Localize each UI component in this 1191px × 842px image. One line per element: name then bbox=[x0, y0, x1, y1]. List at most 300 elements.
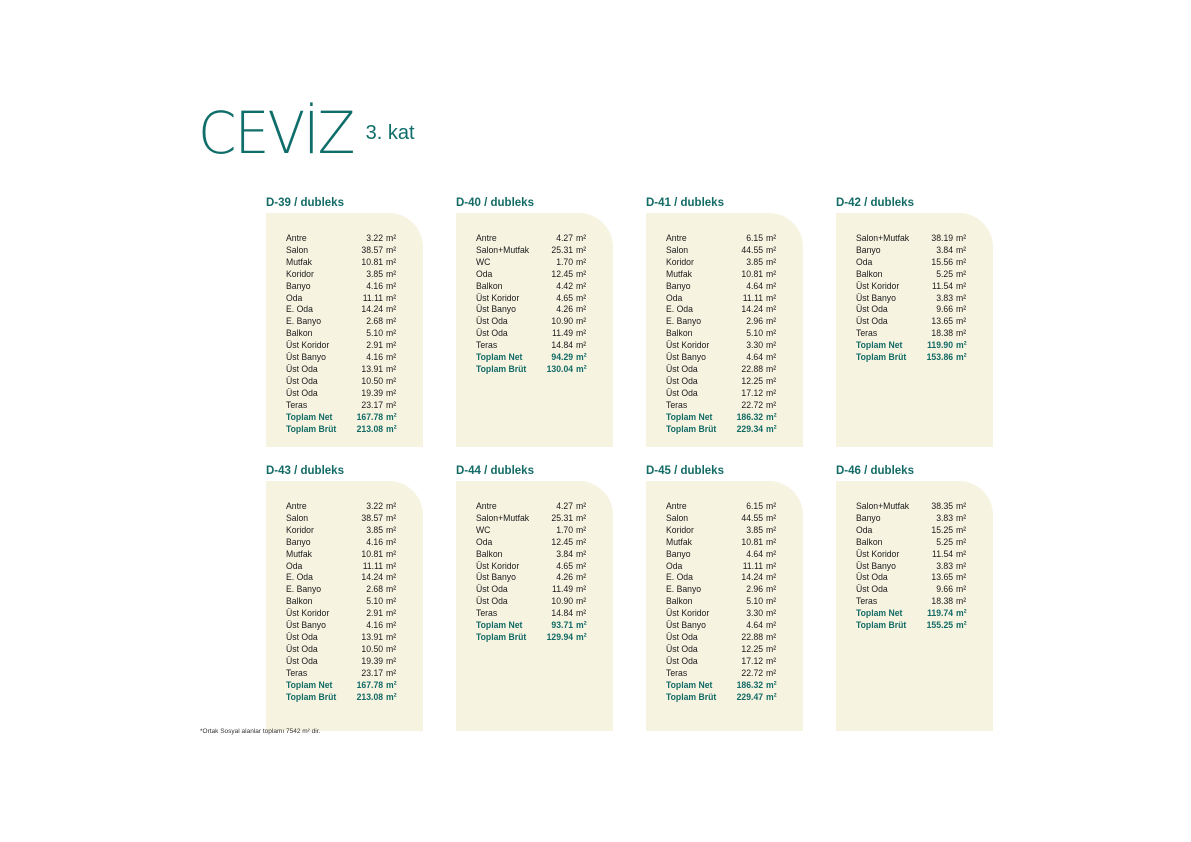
room-name: Üst Oda bbox=[476, 328, 508, 339]
room-area-value: 13.65 bbox=[931, 572, 954, 583]
room-area-value: 11.54 bbox=[932, 280, 954, 291]
total-row bbox=[286, 692, 404, 704]
room-name: Mutfak bbox=[286, 548, 312, 559]
area-unit: m² bbox=[956, 256, 967, 267]
total-row bbox=[666, 412, 784, 424]
area-unit: m² bbox=[766, 524, 777, 535]
room-row bbox=[286, 233, 404, 245]
room-area-value: 6.15 bbox=[746, 501, 764, 511]
room-row bbox=[666, 388, 784, 400]
room-area-value: 44.55 bbox=[741, 512, 764, 523]
area-unit: m² bbox=[956, 584, 967, 595]
room-area-value: 3.83 bbox=[936, 560, 954, 571]
unit-title: D-44 / dubleks bbox=[456, 465, 534, 477]
room-area-value: 14.84 bbox=[551, 340, 574, 351]
room-name: E. Banyo bbox=[286, 584, 322, 595]
total-row bbox=[856, 340, 974, 352]
room-name: Üst Oda bbox=[666, 387, 698, 398]
room-area-table bbox=[666, 233, 784, 435]
room-name: Teras bbox=[286, 399, 308, 410]
room-name: Oda bbox=[666, 292, 683, 303]
room-area-value: 11.11 bbox=[362, 560, 384, 571]
room-row bbox=[856, 328, 974, 340]
room-area-value: 2.68 bbox=[366, 584, 384, 595]
room-area-value: 13.91 bbox=[361, 363, 384, 374]
room-area-value: 4.65 bbox=[556, 292, 574, 303]
area-unit: m² bbox=[386, 536, 397, 547]
area-unit: m² bbox=[576, 584, 587, 595]
room-row bbox=[666, 376, 784, 388]
area-unit: m² bbox=[576, 524, 587, 535]
room-name: Üst Oda bbox=[286, 631, 318, 642]
room-row bbox=[476, 293, 594, 305]
room-row bbox=[476, 525, 594, 537]
room-row bbox=[666, 293, 784, 305]
room-name: Antre bbox=[666, 233, 687, 243]
area-unit: m² bbox=[766, 536, 777, 547]
room-area-value: 3.30 bbox=[746, 608, 764, 619]
room-row bbox=[666, 549, 784, 561]
area-unit: m² bbox=[766, 512, 777, 523]
room-name: Balkon bbox=[856, 268, 883, 279]
room-row bbox=[856, 572, 974, 584]
room-name: Koridor bbox=[286, 268, 314, 279]
room-area-value: 10.50 bbox=[361, 375, 384, 386]
room-row bbox=[476, 233, 594, 245]
total-row bbox=[666, 692, 784, 704]
room-name: Banyo bbox=[856, 512, 881, 523]
room-name: Banyo bbox=[666, 280, 691, 291]
area-unit: m² bbox=[386, 316, 397, 327]
room-row bbox=[856, 549, 974, 561]
room-name: Salon bbox=[286, 244, 309, 255]
area-unit: m² bbox=[576, 512, 587, 523]
room-name: Koridor bbox=[666, 524, 694, 535]
room-area-value: 4.27 bbox=[556, 501, 574, 511]
room-area-value: 4.26 bbox=[556, 304, 574, 315]
area-unit: m² bbox=[766, 560, 777, 571]
room-area-value: 18.38 bbox=[931, 596, 954, 607]
room-area-table bbox=[476, 501, 594, 644]
room-row bbox=[286, 316, 404, 328]
room-name: Mutfak bbox=[666, 536, 692, 547]
area-unit: m² bbox=[386, 256, 397, 267]
total-row bbox=[286, 680, 404, 692]
room-name: Üst Banyo bbox=[476, 304, 516, 315]
room-name: Üst Oda bbox=[856, 572, 888, 583]
area-unit: m² bbox=[956, 501, 967, 511]
area-unit: m² bbox=[576, 501, 587, 511]
room-area-value: 1.70 bbox=[556, 256, 574, 267]
area-unit: m² bbox=[386, 292, 397, 303]
area-unit: m² bbox=[576, 328, 587, 339]
area-unit: m² bbox=[956, 316, 967, 327]
room-area-value: 19.39 bbox=[361, 655, 384, 666]
area-unit: m² bbox=[386, 512, 397, 523]
room-name: Toplam Brüt bbox=[666, 691, 717, 702]
room-name: Antre bbox=[286, 501, 307, 511]
room-name: Üst Koridor bbox=[476, 292, 520, 303]
room-area-value: 186.32 bbox=[736, 411, 764, 422]
room-row bbox=[476, 608, 594, 620]
room-name: Banyo bbox=[666, 548, 691, 559]
area-unit: m² bbox=[386, 268, 397, 279]
room-name: Antre bbox=[476, 501, 497, 511]
room-area-value: 3.85 bbox=[366, 524, 384, 535]
unit-card bbox=[266, 465, 423, 731]
area-unit: m² bbox=[766, 548, 777, 559]
room-name: Toplam Net bbox=[856, 608, 903, 619]
room-area-value: 12.25 bbox=[741, 375, 764, 386]
unit-title: D-42 / dubleks bbox=[836, 197, 914, 209]
area-unit: m² bbox=[576, 631, 587, 642]
area-unit: m² bbox=[766, 292, 777, 303]
area-unit: m² bbox=[766, 268, 777, 279]
room-name: WC bbox=[476, 524, 491, 535]
area-unit: m² bbox=[576, 596, 587, 607]
area-unit: m² bbox=[956, 233, 967, 243]
room-area-value: 18.38 bbox=[931, 328, 954, 339]
room-name: Üst Oda bbox=[476, 596, 508, 607]
room-name: Balkon bbox=[476, 280, 503, 291]
room-area-value: 6.15 bbox=[746, 233, 764, 243]
room-row bbox=[666, 316, 784, 328]
room-row bbox=[286, 656, 404, 668]
room-row bbox=[856, 281, 974, 293]
room-area-value: 3.22 bbox=[366, 233, 384, 243]
room-row bbox=[666, 245, 784, 257]
room-row bbox=[286, 257, 404, 269]
floor-label: 3. kat bbox=[365, 122, 415, 144]
room-area-value: 25.31 bbox=[551, 512, 574, 523]
room-name: Teras bbox=[666, 667, 688, 678]
area-unit: m² bbox=[386, 679, 397, 690]
area-unit: m² bbox=[386, 631, 397, 642]
room-row bbox=[286, 572, 404, 584]
room-area-value: 153.86 bbox=[926, 352, 954, 363]
room-area-value: 10.81 bbox=[361, 256, 384, 267]
room-area-value: 3.30 bbox=[746, 340, 764, 351]
area-unit: m² bbox=[386, 691, 397, 702]
room-row bbox=[856, 293, 974, 305]
room-row bbox=[476, 340, 594, 352]
room-name: Oda bbox=[856, 524, 873, 535]
area-unit: m² bbox=[766, 340, 777, 351]
area-unit: m² bbox=[576, 316, 587, 327]
area-unit: m² bbox=[956, 596, 967, 607]
room-row bbox=[856, 257, 974, 269]
area-unit: m² bbox=[386, 387, 397, 398]
area-unit: m² bbox=[766, 572, 777, 583]
area-unit: m² bbox=[956, 536, 967, 547]
room-area-value: 12.25 bbox=[741, 643, 764, 654]
room-name: Toplam Net bbox=[666, 411, 713, 422]
area-unit: m² bbox=[766, 643, 777, 654]
room-name: Teras bbox=[476, 340, 498, 351]
room-row bbox=[666, 644, 784, 656]
room-row bbox=[666, 233, 784, 245]
area-unit: m² bbox=[386, 244, 397, 255]
area-unit: m² bbox=[766, 655, 777, 666]
area-unit: m² bbox=[386, 584, 397, 595]
room-area-value: 4.16 bbox=[366, 280, 384, 291]
room-name: Üst Oda bbox=[286, 387, 318, 398]
area-unit: m² bbox=[766, 584, 777, 595]
room-area-value: 5.25 bbox=[936, 536, 954, 547]
area-unit: m² bbox=[386, 501, 397, 511]
total-row bbox=[476, 352, 594, 364]
total-row bbox=[476, 364, 594, 376]
room-row bbox=[286, 364, 404, 376]
room-name: Üst Koridor bbox=[286, 340, 330, 351]
unit-title: D-40 / dubleks bbox=[456, 197, 534, 209]
room-area-value: 3.83 bbox=[936, 292, 954, 303]
room-area-value: 44.55 bbox=[741, 244, 764, 255]
room-name: Üst Oda bbox=[286, 363, 318, 374]
room-row bbox=[666, 352, 784, 364]
area-unit: m² bbox=[766, 387, 777, 398]
total-row bbox=[666, 680, 784, 692]
room-name: Üst Banyo bbox=[856, 292, 896, 303]
room-row bbox=[856, 304, 974, 316]
room-name: Üst Banyo bbox=[666, 352, 706, 363]
room-name: Balkon bbox=[286, 328, 313, 339]
room-name: Oda bbox=[286, 560, 303, 571]
room-area-value: 14.24 bbox=[741, 572, 764, 583]
room-area-value: 167.78 bbox=[356, 411, 384, 422]
area-unit: m² bbox=[576, 572, 587, 583]
room-area-value: 14.24 bbox=[741, 304, 764, 315]
area-unit: m² bbox=[956, 620, 967, 631]
area-unit: m² bbox=[576, 548, 587, 559]
area-unit: m² bbox=[956, 280, 967, 291]
room-name: E. Banyo bbox=[666, 316, 702, 327]
room-area-value: 11.54 bbox=[932, 548, 954, 559]
room-area-value: 11.11 bbox=[742, 560, 764, 571]
room-name: Oda bbox=[476, 268, 493, 279]
room-row bbox=[666, 281, 784, 293]
room-name: Üst Oda bbox=[856, 316, 888, 327]
area-unit: m² bbox=[766, 363, 777, 374]
room-row bbox=[476, 501, 594, 513]
room-row bbox=[666, 596, 784, 608]
room-area-value: 5.25 bbox=[936, 268, 954, 279]
area-unit: m² bbox=[386, 667, 397, 678]
room-row bbox=[286, 537, 404, 549]
room-row bbox=[856, 316, 974, 328]
room-row bbox=[476, 257, 594, 269]
unit-card bbox=[646, 465, 803, 731]
area-unit: m² bbox=[766, 596, 777, 607]
room-row bbox=[286, 620, 404, 632]
room-name: Üst Oda bbox=[856, 304, 888, 315]
unit-title: D-45 / dubleks bbox=[646, 465, 724, 477]
unit-area-panel bbox=[646, 213, 803, 447]
room-area-value: 3.84 bbox=[936, 244, 954, 255]
room-name: Üst Oda bbox=[286, 375, 318, 386]
room-area-value: 4.42 bbox=[556, 280, 574, 291]
room-row bbox=[286, 561, 404, 573]
room-area-value: 213.08 bbox=[356, 423, 384, 434]
room-row bbox=[476, 572, 594, 584]
area-unit: m² bbox=[766, 256, 777, 267]
room-row bbox=[286, 668, 404, 680]
room-row bbox=[666, 525, 784, 537]
page-title: CEVİZ bbox=[198, 99, 354, 167]
room-row bbox=[286, 352, 404, 364]
room-name: Antre bbox=[666, 501, 687, 511]
room-area-value: 3.85 bbox=[366, 268, 384, 279]
room-row bbox=[286, 596, 404, 608]
room-row bbox=[476, 537, 594, 549]
room-area-table bbox=[286, 501, 404, 703]
room-area-value: 229.34 bbox=[736, 423, 764, 434]
room-name: E. Oda bbox=[286, 572, 313, 583]
room-row bbox=[286, 644, 404, 656]
room-row bbox=[286, 281, 404, 293]
area-unit: m² bbox=[576, 244, 587, 255]
area-unit: m² bbox=[956, 608, 967, 619]
area-unit: m² bbox=[576, 608, 587, 619]
room-area-value: 2.96 bbox=[746, 316, 764, 327]
total-row bbox=[286, 412, 404, 424]
room-area-value: 3.85 bbox=[746, 256, 764, 267]
area-unit: m² bbox=[956, 244, 967, 255]
room-area-value: 9.66 bbox=[936, 304, 954, 315]
room-row bbox=[666, 584, 784, 596]
room-area-value: 15.25 bbox=[931, 524, 954, 535]
room-area-table bbox=[286, 233, 404, 435]
room-area-value: 130.04 bbox=[546, 363, 574, 374]
room-area-value: 14.24 bbox=[361, 304, 384, 315]
room-area-value: 25.31 bbox=[551, 244, 574, 255]
room-name: Salon bbox=[666, 512, 689, 523]
room-row bbox=[286, 632, 404, 644]
room-name: Salon+Mutfak bbox=[856, 501, 910, 511]
room-name: Oda bbox=[286, 292, 303, 303]
area-unit: m² bbox=[956, 292, 967, 303]
room-area-value: 119.74 bbox=[927, 608, 954, 619]
room-name: Üst Oda bbox=[286, 643, 318, 654]
room-row bbox=[666, 513, 784, 525]
area-unit: m² bbox=[766, 501, 777, 511]
room-name: Antre bbox=[286, 233, 307, 243]
room-area-value: 3.84 bbox=[556, 548, 574, 559]
room-name: Üst Banyo bbox=[286, 352, 326, 363]
unit-card bbox=[646, 197, 803, 447]
area-unit: m² bbox=[576, 292, 587, 303]
room-name: Koridor bbox=[286, 524, 314, 535]
area-unit: m² bbox=[386, 411, 397, 422]
room-row bbox=[856, 561, 974, 573]
room-area-value: 5.10 bbox=[366, 596, 384, 607]
room-area-value: 22.88 bbox=[741, 363, 764, 374]
area-unit: m² bbox=[766, 233, 777, 243]
area-unit: m² bbox=[766, 304, 777, 315]
page-header bbox=[198, 100, 415, 166]
room-area-value: 3.85 bbox=[746, 524, 764, 535]
unit-card bbox=[456, 465, 613, 731]
area-unit: m² bbox=[576, 536, 587, 547]
room-row bbox=[286, 340, 404, 352]
area-unit: m² bbox=[386, 280, 397, 291]
room-area-value: 12.45 bbox=[551, 268, 574, 279]
area-unit: m² bbox=[576, 352, 587, 363]
area-unit: m² bbox=[386, 548, 397, 559]
room-row bbox=[666, 561, 784, 573]
area-unit: m² bbox=[386, 560, 397, 571]
room-row bbox=[286, 245, 404, 257]
room-name: Teras bbox=[666, 399, 688, 410]
room-area-value: 10.81 bbox=[361, 548, 384, 559]
area-unit: m² bbox=[576, 233, 587, 243]
room-name: Üst Koridor bbox=[666, 608, 710, 619]
room-area-value: 10.81 bbox=[741, 536, 764, 547]
area-unit: m² bbox=[956, 352, 967, 363]
area-unit: m² bbox=[576, 363, 587, 374]
room-area-value: 38.35 bbox=[931, 501, 954, 511]
room-row bbox=[286, 376, 404, 388]
room-area-value: 213.08 bbox=[356, 691, 384, 702]
room-row bbox=[476, 269, 594, 281]
room-name: Toplam Brüt bbox=[286, 691, 337, 702]
unit-area-panel bbox=[836, 213, 993, 447]
room-name: Toplam Brüt bbox=[476, 631, 527, 642]
area-unit: m² bbox=[386, 643, 397, 654]
area-unit: m² bbox=[956, 512, 967, 523]
room-name: Üst Oda bbox=[476, 316, 508, 327]
room-name: Balkon bbox=[286, 596, 313, 607]
room-row bbox=[286, 525, 404, 537]
room-area-value: 4.64 bbox=[746, 620, 764, 631]
unit-area-panel bbox=[836, 481, 993, 731]
room-name: Üst Banyo bbox=[286, 620, 326, 631]
room-row bbox=[666, 364, 784, 376]
room-name: Teras bbox=[286, 667, 308, 678]
footnote: *Ortak Sosyal alanlar toplamı 7542 m² dir. bbox=[200, 728, 321, 735]
room-name: E. Oda bbox=[666, 572, 693, 583]
room-name: Üst Koridor bbox=[286, 608, 330, 619]
room-area-table bbox=[856, 233, 974, 364]
unit-title: D-41 / dubleks bbox=[646, 197, 724, 209]
area-unit: m² bbox=[956, 268, 967, 279]
area-unit: m² bbox=[766, 375, 777, 386]
room-row bbox=[666, 632, 784, 644]
room-name: Balkon bbox=[666, 596, 693, 607]
room-row bbox=[856, 245, 974, 257]
room-area-value: 2.68 bbox=[366, 316, 384, 327]
room-row bbox=[666, 400, 784, 412]
room-area-value: 4.64 bbox=[746, 548, 764, 559]
room-area-value: 93.71 bbox=[551, 620, 574, 631]
area-unit: m² bbox=[766, 411, 777, 422]
area-unit: m² bbox=[386, 363, 397, 374]
room-name: Balkon bbox=[666, 328, 693, 339]
room-area-value: 229.47 bbox=[736, 691, 764, 702]
unit-card bbox=[266, 197, 423, 447]
room-name: Toplam Brüt bbox=[286, 423, 337, 434]
room-name: Üst Koridor bbox=[666, 340, 710, 351]
room-row bbox=[666, 257, 784, 269]
room-name: Mutfak bbox=[286, 256, 312, 267]
room-name: Salon+Mutfak bbox=[476, 244, 530, 255]
room-area-value: 10.90 bbox=[551, 596, 574, 607]
room-row bbox=[476, 584, 594, 596]
room-row bbox=[666, 537, 784, 549]
area-unit: m² bbox=[386, 352, 397, 363]
room-area-value: 11.49 bbox=[552, 328, 574, 339]
room-row bbox=[286, 328, 404, 340]
